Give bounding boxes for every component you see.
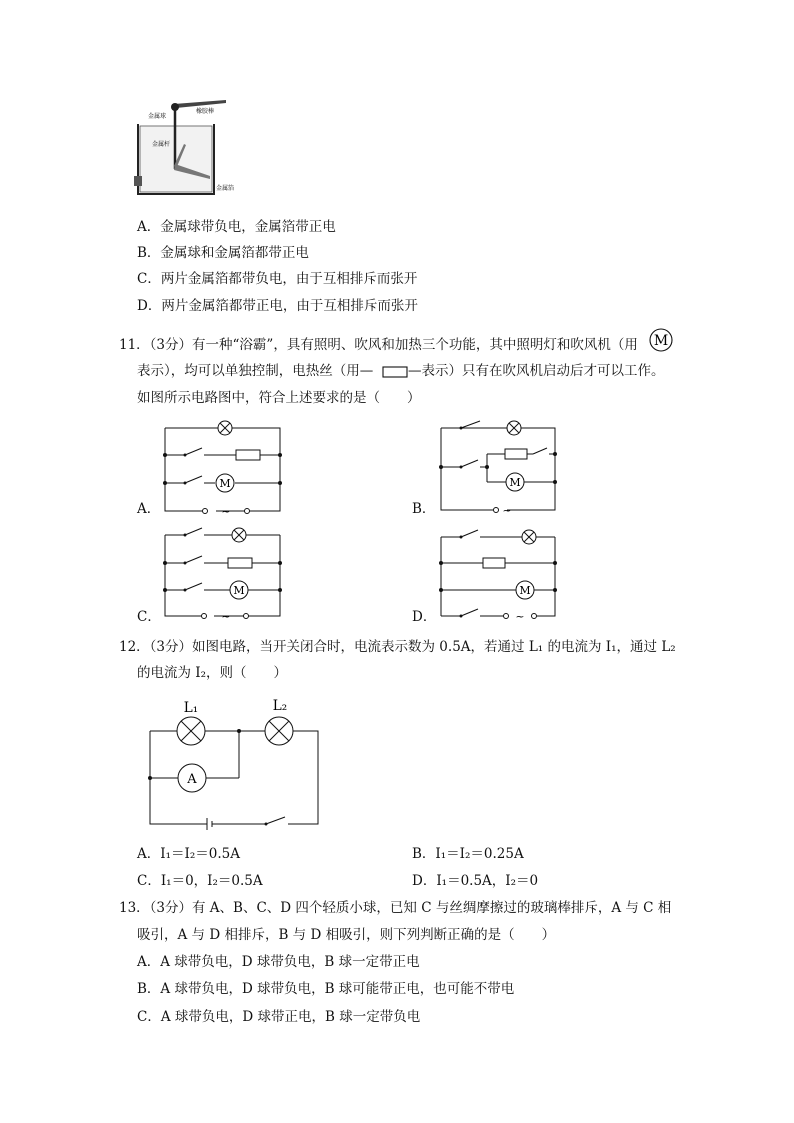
svg-text:~: ~ <box>221 610 231 623</box>
svg-text:M: M <box>233 584 245 597</box>
q12-stem-line1: 12．（3分）如图电路，当开关闭合时，电流表示数为 0.5A，若通过 L₁ 的电流为 I₁，通过 L₂ <box>119 639 676 655</box>
q10-option-c: C．两片金属箔都带负电，由于互相排斥而张开 <box>137 271 418 287</box>
label-metal-ball: 金属球 <box>148 113 167 120</box>
q12-circuit <box>140 692 330 832</box>
q11-stem-line1: 11．（3分）有一种“浴霸”，具有照明、吹风和加热三个功能，其中照明灯和吹风机（用 <box>119 337 638 353</box>
q13-stem-line2: 吸引，A 与 D 相排斥，B 与 D 相吸引，则下列判断正确的是（ ） <box>137 927 556 943</box>
ammeter-label: A <box>187 772 197 787</box>
q10-option-b: B．金属球和金属箔都带正电 <box>137 245 309 261</box>
svg-text:~: ~ <box>515 610 525 623</box>
svg-text:~: ~ <box>221 505 231 518</box>
lamp-l1-label: L₁ <box>183 700 199 716</box>
q13-option-c: C．A 球带负电，D 球带正电，B 球一定带负电 <box>137 1009 421 1025</box>
svg-text:M: M <box>519 584 531 597</box>
q13-option-b: B．A 球带负电，D 球带负电，B 球可能带正电，也可能不带电 <box>137 981 515 997</box>
svg-text:M: M <box>653 333 669 349</box>
q11-label-d: D． <box>412 609 437 625</box>
q11-circuit-d <box>425 526 575 626</box>
label-metal-foil: 金属箔 <box>216 185 235 192</box>
q11-label-c: C． <box>137 609 161 625</box>
q11-label-a: A． <box>137 501 161 517</box>
q13-stem-line1: 13．（3分）有 A、B、C、D 四个轻质小球，已知 C 与丝绸摩擦过的玻璃棒排斥，A 与 C 相 <box>119 900 672 916</box>
q13-option-a: A．A 球带负电，D 球带负电，B 球一定带正电 <box>137 954 420 970</box>
q12-option-d: D．I₁＝0.5A，I₂＝0 <box>412 873 539 889</box>
q12-option-c: C．I₁＝0，I₂＝0.5A <box>137 873 263 889</box>
q11-circuit-c <box>150 526 300 626</box>
svg-text:M: M <box>509 476 521 489</box>
q10-option-a: A．金属球带负电，金属箔带正电 <box>137 219 336 235</box>
q11-circuit-a <box>150 420 300 520</box>
q11-circuit-b <box>425 418 575 518</box>
q11-stem-line2a: 表示），均可以单独控制，电热丝（用— <box>137 363 374 379</box>
electroscope-figure <box>130 94 250 204</box>
resistor-symbol-icon <box>382 366 408 378</box>
label-metal-bar: 金属杆 <box>152 141 171 148</box>
q12-option-b: B．I₁＝I₂＝0.25A <box>412 846 524 862</box>
q12-option-a: A．I₁＝I₂＝0.5A <box>137 846 240 862</box>
q11-stem-line2b: —表示）只有在吹风机启动后才可以工作。 <box>408 363 665 379</box>
svg-text:~: ~ <box>502 504 512 517</box>
label-rubber-rod: 橡胶棒 <box>196 108 215 115</box>
q11-stem-line3: 如图所示电路图中，符合上述要求的是（ ） <box>137 390 421 406</box>
q11-label-b: B． <box>412 501 436 517</box>
svg-text:M: M <box>219 477 231 490</box>
q10-option-d: D．两片金属箔都带正电，由于互相排斥而张开 <box>137 298 418 314</box>
q12-stem-line2: 的电流为 I₂，则（ ） <box>137 665 288 681</box>
lamp-l2-label: L₂ <box>272 698 288 714</box>
motor-symbol-icon <box>648 327 674 353</box>
